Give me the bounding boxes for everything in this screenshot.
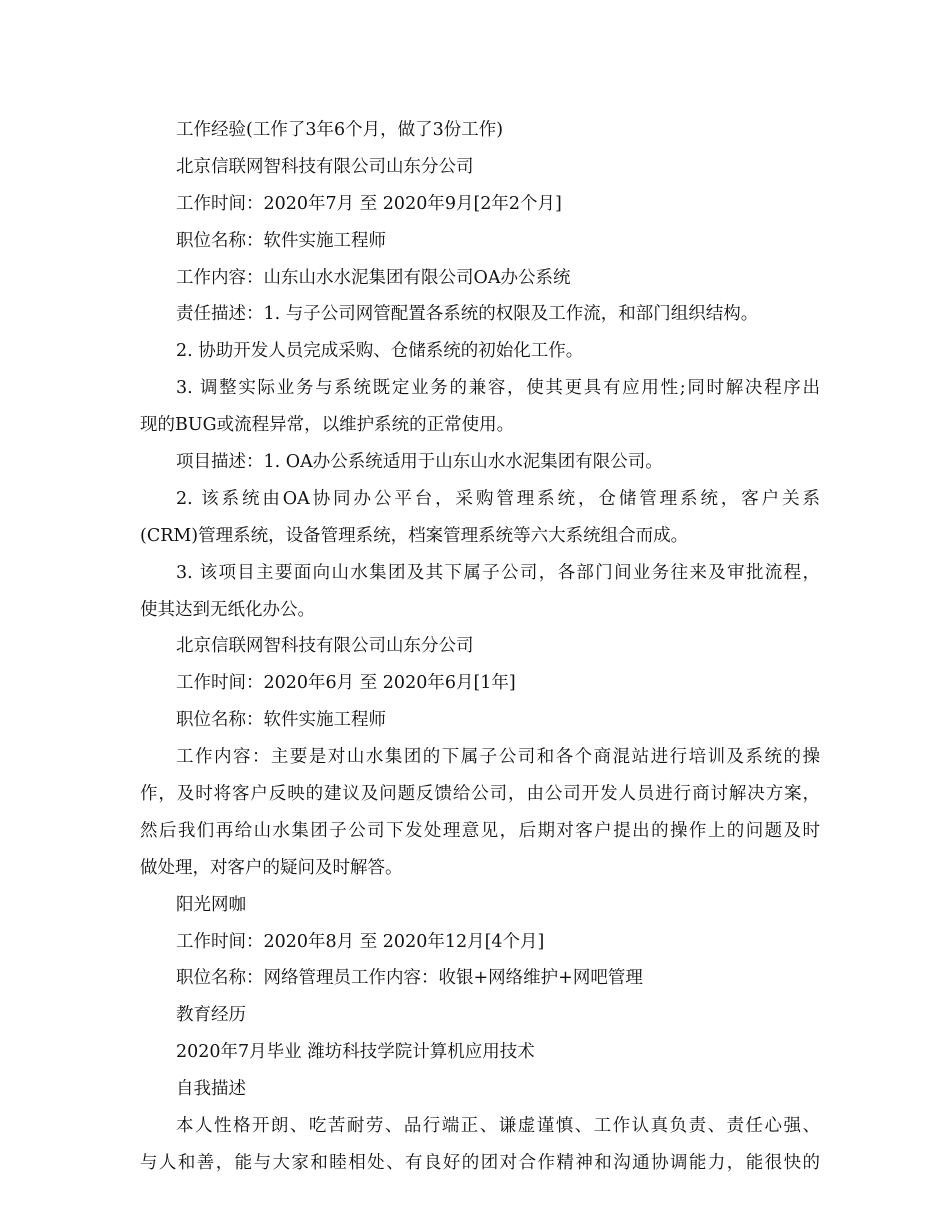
work-content-continued: 作，及时将客户反映的建议及问题反馈给公司，由公司开发人员进行商讨解决方案， xyxy=(140,784,820,805)
work-period: 工作时间：2020年8月 至 2020年12月[4个月] xyxy=(176,931,545,952)
project-description-item: 3. 该项目主要面向山水集团及其下属子公司，各部门间业务往来及审批流程， xyxy=(176,562,820,583)
responsibility-item: 3. 调整实际业务与系统既定业务的兼容，使其更具有应用性;同时解决程序出 xyxy=(176,378,820,399)
work-content: 工作内容：山东山水水泥集团有限公司OA办公系统 xyxy=(176,267,571,288)
company-name: 北京信联网智科技有限公司山东分公司 xyxy=(176,636,474,657)
responsibility-item: 2. 协助开发人员完成采购、仓储系统的初始化工作。 xyxy=(176,341,584,362)
self-description-text-continued: 与人和善，能与大家和睦相处、有良好的团对合作精神和沟通协调能力，能很快的 xyxy=(140,1152,820,1173)
self-description-text: 本人性格开朗、吃苦耐劳、品行端正、谦虚谨慎、工作认真负责、责任心强、 xyxy=(176,1116,820,1137)
education-entry: 2020年7月毕业 潍坊科技学院计算机应用技术 xyxy=(176,1042,535,1063)
project-description-item-continued: (CRM)管理系统，设备管理系统，档案管理系统等六大系统组合而成。 xyxy=(140,525,689,546)
work-period: 工作时间：2020年7月 至 2020年9月[2年2个月] xyxy=(176,193,562,214)
education-heading: 教育经历 xyxy=(176,1005,246,1026)
responsibility-item-continued: 现的BUG或流程异常，以维护系统的正常使用。 xyxy=(140,415,515,436)
self-description-heading: 自我描述 xyxy=(176,1079,246,1100)
responsibility-item: 责任描述：1. 与子公司网管配置各系统的权限及工作流，和部门组织结构。 xyxy=(176,304,759,325)
project-description-item-continued: 使其达到无纸化办公。 xyxy=(140,599,315,620)
project-description-item: 项目描述：1. OA办公系统适用于山东山水水泥集团有限公司。 xyxy=(176,452,663,473)
project-description-item: 2. 该系统由OA协同办公平台，采购管理系统，仓储管理系统，客户关系 xyxy=(176,488,820,509)
company-name: 阳光网咖 xyxy=(176,894,246,915)
company-name: 北京信联网智科技有限公司山东分公司 xyxy=(176,156,474,177)
work-content: 工作内容：主要是对山水集团的下属子公司和各个商混站进行培训及系统的操 xyxy=(176,747,820,768)
position-title: 职位名称：网络管理员工作内容：收银+网络维护+网吧管理 xyxy=(176,968,643,989)
resume-body xyxy=(140,112,820,1182)
work-content-continued: 做处理，对客户的疑问及时解答。 xyxy=(140,857,403,878)
work-period: 工作时间：2020年6月 至 2020年6月[1年] xyxy=(176,673,516,694)
position-title: 职位名称：软件实施工程师 xyxy=(176,230,386,251)
position-title: 职位名称：软件实施工程师 xyxy=(176,710,386,731)
work-content-continued: 然后我们再给山水集团子公司下发处理意见，后期对客户提出的操作上的问题及时 xyxy=(140,820,820,841)
work-experience-heading: 工作经验(工作了3年6个月，做了3份工作) xyxy=(176,120,504,140)
